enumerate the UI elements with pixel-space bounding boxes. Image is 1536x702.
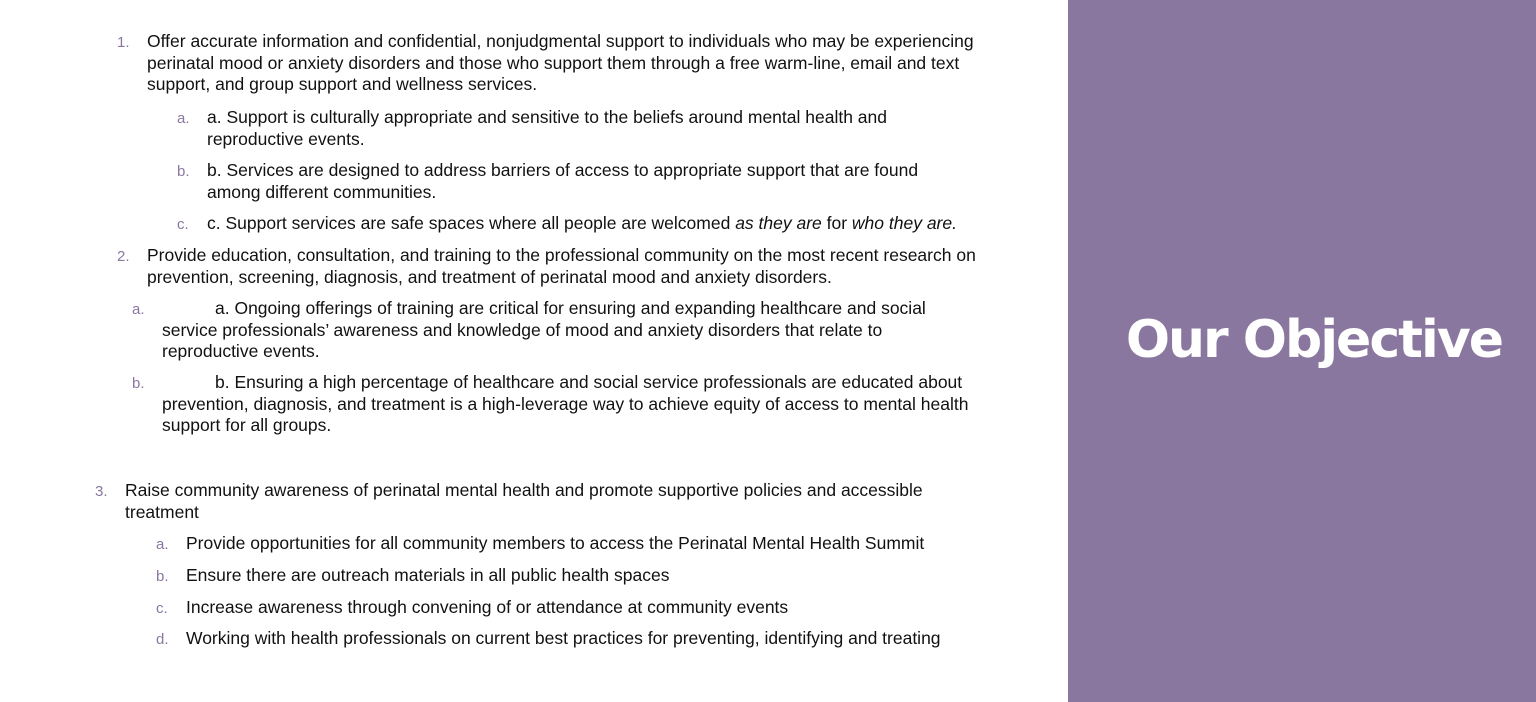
list-marker: a. xyxy=(177,110,190,127)
objective-text: Raise community awareness of perinatal mental health and promote supportive policies and accessible treatment xyxy=(125,480,923,522)
objective-1 xyxy=(117,31,977,97)
subitem-emphasis: as they are xyxy=(735,213,822,233)
subitem-text-part: c. Support services are safe spaces where all people are welcomed xyxy=(207,213,736,233)
objective-2 xyxy=(117,245,987,289)
objective-2-sub-a xyxy=(132,298,982,364)
list-marker: d. xyxy=(156,631,169,648)
subitem-text: Provide opportunities for all community members to access the Perinatal Mental Health Summit xyxy=(186,533,925,553)
subitem-text: b. Services are designed to address barriers of access to appropriate support that are found among different communities. xyxy=(207,160,919,202)
objective-2-sub-b xyxy=(132,372,982,438)
list-marker: b. xyxy=(132,375,145,392)
subitem-text: Ensure there are outreach materials in all public health spaces xyxy=(186,565,670,585)
objective-3-sub-d xyxy=(156,628,946,672)
list-marker: a. xyxy=(132,301,145,318)
objective-3-sub-c xyxy=(156,597,986,619)
list-marker: c. xyxy=(177,216,189,233)
subitem-text-part: for xyxy=(821,213,852,233)
objective-1-sub-b xyxy=(177,160,967,204)
subitem-text: b. Ensuring a high percentage of healthcare and social service professionals are educated about prevention, diagnosis, and treatment is a high-leverage way to achieve equity of access to mental health support for all groups. xyxy=(162,372,969,435)
objective-1-sub-c xyxy=(177,213,997,235)
title-panel xyxy=(1068,0,1536,702)
list-marker: 2. xyxy=(117,248,130,265)
objective-text: Offer accurate information and confidential, nonjudgmental support to individuals who may be experiencing perinatal mood or anxiety disorders and those who support them through a free warm-line, email and text support, and group support and wellness services. xyxy=(147,31,974,94)
subitem-text: Increase awareness through convening of or attendance at community events xyxy=(186,597,789,617)
list-marker: c. xyxy=(156,600,168,617)
objective-3-sub-b xyxy=(156,565,986,587)
objective-1-sub-a xyxy=(177,107,967,151)
objective-text: Provide education, consultation, and training to the professional community on the most recent research on prevention, screening, diagnosis, and treatment of perinatal mood and anxiety disorders. xyxy=(147,245,976,287)
subitem-text: a. Support is culturally appropriate and sensitive to the beliefs around mental health and reproductive events. xyxy=(207,107,888,149)
subitem-text: a. Ongoing offerings of training are critical for ensuring and expanding healthcare and social service professionals’ awareness and knowledge of mood and anxiety disorders that relate to reproductive events. xyxy=(162,298,926,361)
objective-3-sub-a xyxy=(156,533,986,555)
slide-title: Our Objective xyxy=(1125,310,1502,370)
subitem-text xyxy=(207,213,997,235)
list-marker: b. xyxy=(156,568,169,585)
list-marker: a. xyxy=(156,536,169,553)
subitem-emphasis: who they are. xyxy=(851,213,957,233)
list-marker: b. xyxy=(177,163,190,180)
list-marker: 1. xyxy=(117,34,130,51)
list-marker: 3. xyxy=(95,483,108,500)
subitem-text: Working with health professionals on current best practices for preventing, identifying and treating xyxy=(186,628,941,648)
objective-3 xyxy=(95,480,985,524)
